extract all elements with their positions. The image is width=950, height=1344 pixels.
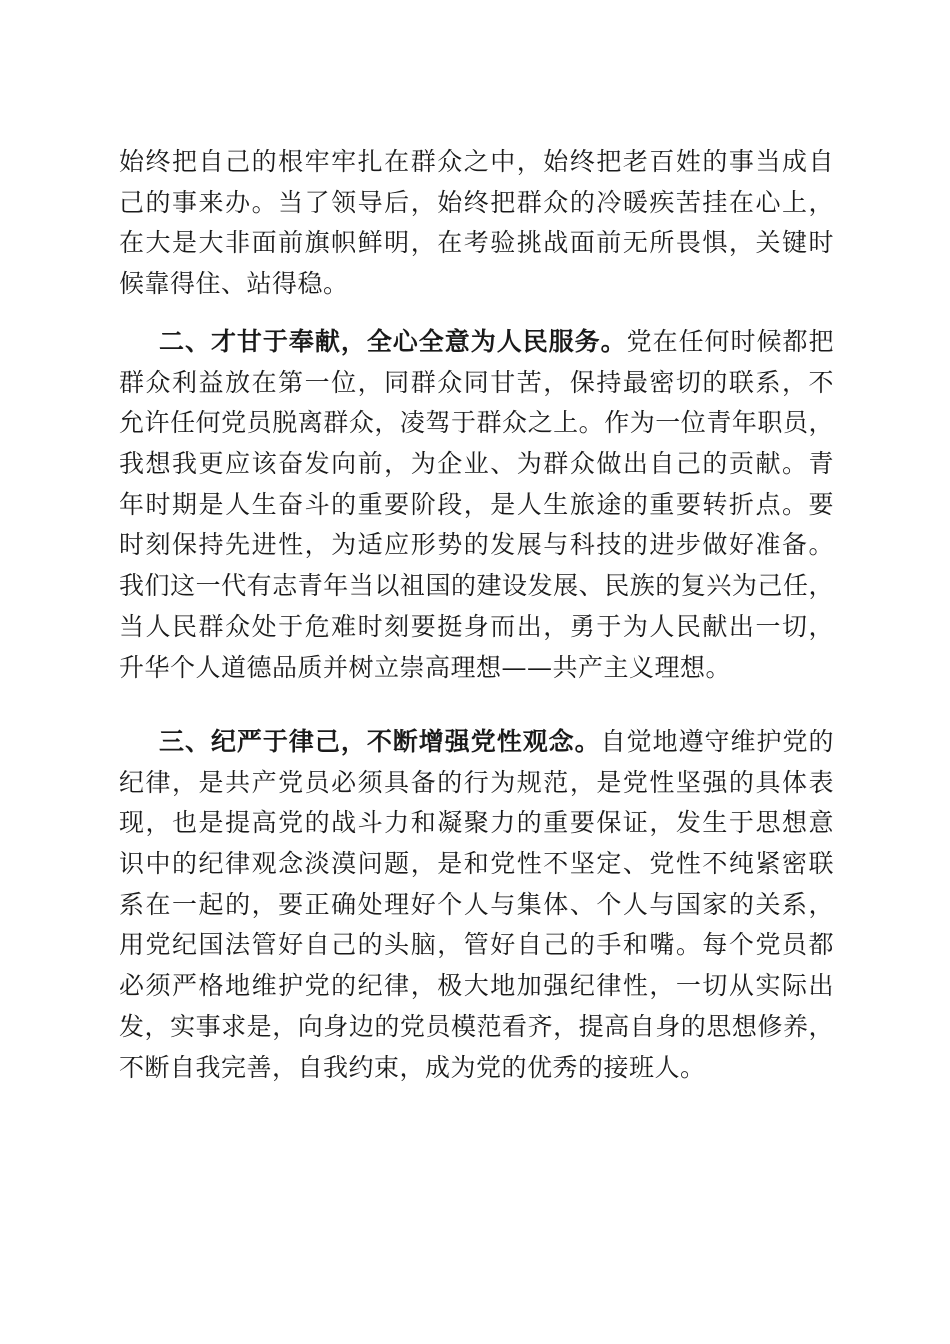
paragraph-3-line: 现，也是提高党的战斗力和凝聚力的重要保证，发生于思想意: [119, 808, 834, 838]
paragraph-2: [119, 322, 834, 688]
paragraph-2-line: 允许任何党员脱离群众，凌驾于群众之上。作为一位青年职员，: [119, 408, 834, 438]
paragraph-3-line: 识中的纪律观念淡漠问题，是和党性不坚定、党性不纯紧密联: [119, 849, 834, 879]
section-heading-2: 二、才甘于奉献，全心全意为人民服务。: [159, 327, 627, 356]
paragraph-3-first-line: [119, 722, 834, 763]
paragraph-2-first-line-text: 党在任何时候都把: [626, 327, 834, 356]
paragraph-3-line: 系在一起的，要正确处理好个人与集体、个人与国家的关系，: [119, 889, 834, 919]
paragraph-3-line: 必须严格地维护党的纪律，极大地加强纪律性，一切从实际出: [119, 971, 834, 1001]
paragraph-2-line: 年时期是人生奋斗的重要阶段，是人生旅途的重要转折点。要: [119, 489, 834, 519]
paragraph-2-line: 时刻保持先进性，为适应形势的发展与科技的进步做好准备。: [119, 530, 834, 560]
paragraph-3: [119, 722, 834, 1088]
paragraph-2-first-line: [119, 322, 834, 363]
paragraph-1-line: 始终把自己的根牢牢扎在群众之中，始终把老百姓的事当成自: [119, 147, 834, 176]
paragraph-3-first-line-text: 自觉地遵守维护党的: [600, 727, 834, 756]
paragraph-3-line: 纪律，是共产党员必须具备的行为规范，是党性坚强的具体表: [119, 767, 834, 797]
paragraph-2-line: 当人民群众处于危难时刻要挺身而出，勇于为人民献出一切，: [119, 611, 834, 641]
paragraph-1-line: 在大是大非面前旗帜鲜明，在考验挑战面前无所畏惧，关键时: [119, 228, 834, 258]
paragraph-3-line: 发，实事求是，向身边的党员模范看齐，提高自身的思想修养，: [119, 1011, 834, 1041]
paragraph-2-line: 群众利益放在第一位，同群众同甘苦，保持最密切的联系，不: [119, 367, 834, 397]
paragraph-1-line: 己的事来办。当了领导后，始终把群众的冷暖疾苦挂在心上，: [119, 187, 834, 217]
section-heading-3: 三、纪严于律己，不断增强党性观念。: [159, 727, 601, 756]
paragraph-2-line: 升华个人道德品质并树立崇高理想——共产主义理想。: [119, 652, 732, 682]
paragraph-1: [119, 142, 834, 305]
paragraph-2-line: 我们这一代有志青年当以祖国的建设发展、民族的复兴为己任，: [119, 571, 834, 601]
paragraph-1-line: 候靠得住、站得稳。: [119, 269, 349, 299]
paragraph-2-line: 我想我更应该奋发向前，为企业、为群众做出自己的贡献。青: [119, 449, 834, 479]
paragraph-3-line: 不断自我完善，自我约束，成为党的优秀的接班人。: [119, 1052, 706, 1082]
paragraph-3-line: 用党纪国法管好自己的头脑，管好自己的手和嘴。每个党员都: [119, 930, 834, 960]
